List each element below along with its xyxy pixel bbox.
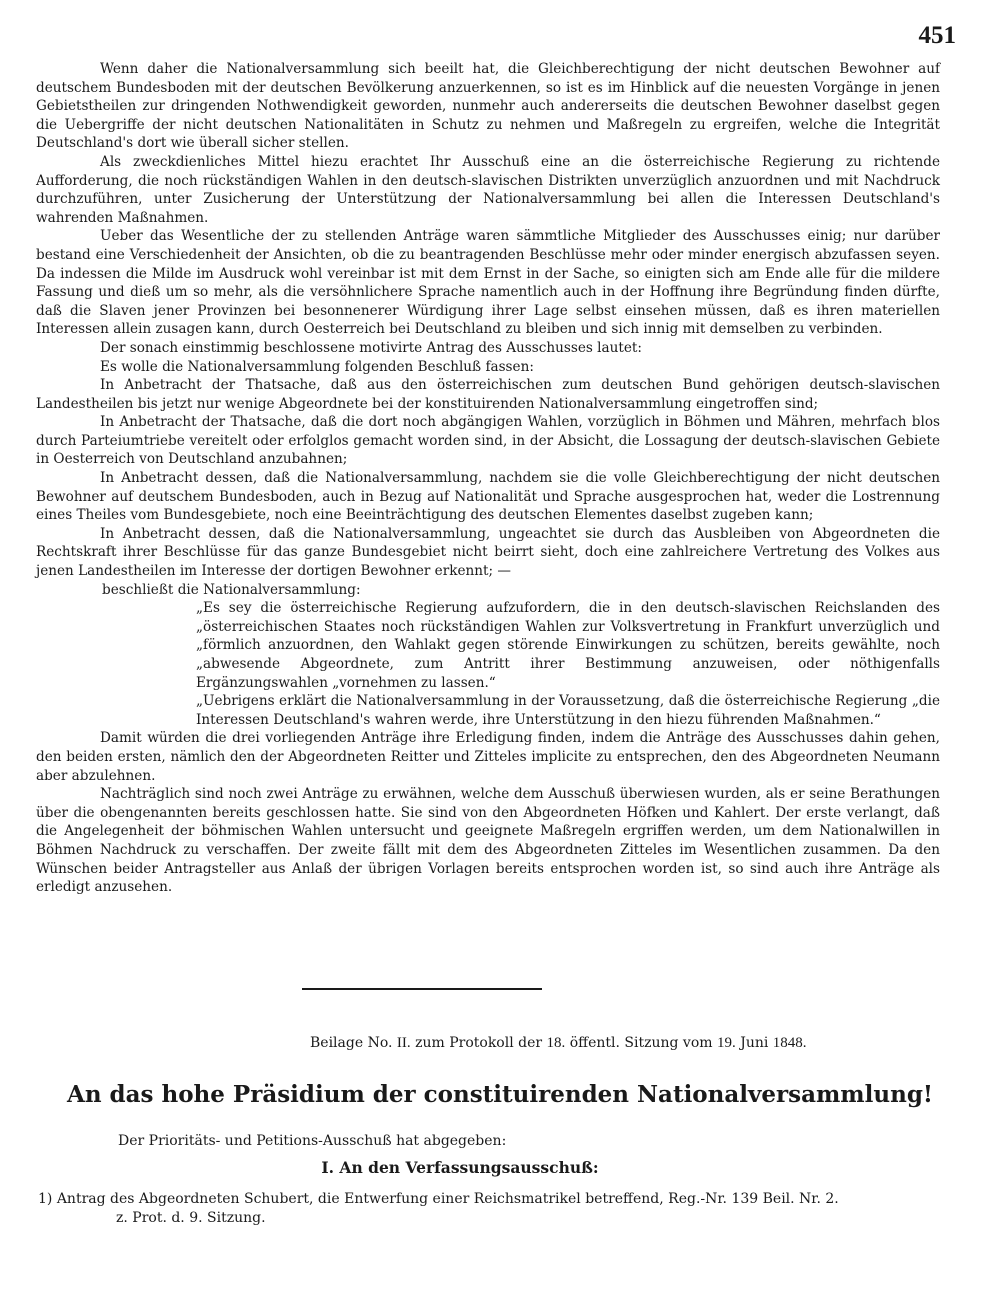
- body-paragraph: Ueber das Wesentliche der zu stellenden Anträge waren sämmtliche Mitglieder des Ausschusses einig; nur darüber bestand eine Verschiedenheit der Ansichten, ob die zu beantragenden Beschlüsse mehr oder minder energisch abzufassen seyen. Da indessen die Milde im Ausdruck wohl vereinbar ist mit dem Ernst in der Sache, so einigten sich am Ende alle für die mildere Fassung und dieß um so mehr, als die versöhnlichere Sprache namentlich auch in der Hoffnung ihre Begründung finden dürfte, daß die Slaven jener Provinzen bei besonnenerer Würdigung ihrer Lage selbst einsehen müssen, daß es ihren materiellen Interessen allein zusagen kann, durch Oesterreich bei Deutschland zu bleiben und sich innig mit demselben zu verbinden.: [36, 228, 940, 338]
- body-paragraph: In Anbetracht dessen, daß die Nationalversammlung, nachdem sie die volle Gleichberechtigung der nicht deutschen Bewohner auf deutschem Bundesboden, auch in Bezug auf Nationalität und Sprache ausgesprochen hat, weder die Lostrennung eines Theiles vom Bundesgebiete, noch eine Beeinträchtigung des deutschen Elementes daselbst zugeben kann;: [36, 470, 940, 524]
- address-headline: An das hohe Präsidium der constituirenden Nationalversammlung!: [66, 1081, 934, 1108]
- body-paragraph: In Anbetracht der Thatsache, daß die dort noch abgängigen Wahlen, vorzüglich in Böhmen und Mähren, mehrfach blos durch Parteiumtriebe vereitelt oder erfolglos gemacht worden sind, in der Absicht, die Lossagung der deutsch-slavischen Gebiete in Oesterreich von Deutschland anzubahnen;: [36, 414, 940, 468]
- session-day: 19.: [717, 1035, 736, 1051]
- list-item-line: 1) Antrag des Abgeordneten Schubert, die Entwerfung einer Reichsmatrikel betreffend, Reg.-Nr. 139 Beil. Nr. 2.: [38, 1191, 839, 1207]
- list-item-continuation: z. Prot. d. 9. Sitzung.: [116, 1210, 266, 1226]
- beilage-line: [310, 1035, 807, 1052]
- session-number: 18.: [546, 1035, 566, 1051]
- body-paragraph: In Anbetracht dessen, daß die Nationalversammlung, ungeachtet sie durch das Ausbleiben von Abgeordneten die Rechtskraft ihrer Beschlüsse für das ganze Bundesgebiet nicht beirrt sieht, doch eine zahlreichere Vertretung des Volkes aus jenen Landestheilen im Interesse der dortigen Bewohner erkennt; —: [36, 525, 940, 580]
- body-paragraph: Der sonach einstimmig beschlossene motivirte Antrag des Ausschusses lautet:: [100, 339, 642, 356]
- quoted-resolution: „Uebrigens erklärt die Nationalversammlung in der Voraussetzung, daß die österreichische Regierung „die Interessen Deutschland's wahren werde, ihre Unterstützung in den hiezu führenden Maßnahmen.“: [196, 693, 940, 728]
- body-paragraph: Es wolle die Nationalversammlung folgenden Beschluß fassen:: [100, 358, 534, 375]
- beilage-mid: zum Protokoll der: [410, 1035, 547, 1051]
- beilage-number: II.: [396, 1035, 411, 1051]
- section-divider: [302, 988, 542, 990]
- beilage-prefix: Beilage No.: [310, 1035, 397, 1051]
- resolution-intro: beschließt die Nationalversammlung:: [102, 581, 361, 598]
- session-year: 1848.: [772, 1035, 807, 1051]
- body-paragraph: In Anbetracht der Thatsache, daß aus den österreichischen zum deutschen Bund gehörigen deutsch-slavischen Landestheilen bis jetzt nur wenige Abgeordnete bei der konstituirenden Nationalversammlung eingetroffen sind;: [36, 377, 940, 412]
- section-heading: I. An den Verfassungsausschuß:: [321, 1158, 599, 1177]
- report-body: [36, 60, 940, 897]
- list-item: [38, 1190, 938, 1228]
- body-paragraph: Wenn daher die Nationalversammlung sich beeilt hat, die Gleichberechtigung der nicht deutschen Bewohner auf deutschem Bundesboden mit der deutschen Bevölkerung anzuerkennen, so ist es im Hinblick auf die neuesten Vorgänge in jenen Gebietstheilen zur dringenden Nothwendigkeit geworden, nunmehr auch andererseits die deutschen Bewohner daselbst gegen die Uebergriffe der nicht deutschen Nationalitäten in Schutz zu nehmen und Maßregeln zu ergreifen, welche die Integrität Deutschland's dort wie überall sicher stellen.: [36, 61, 940, 152]
- intro-line: Der Prioritäts- und Petitions-Ausschuß hat abgegeben:: [118, 1133, 507, 1149]
- body-paragraph: Nachträglich sind noch zwei Anträge zu erwähnen, welche dem Ausschuß überwiesen wurden, als er seine Berathungen über die obengenannten bereits geschlossen hatte. Sie sind von den Abgeordneten Höfken und Kahlert. Der erste verlangt, daß die Angelegenheit der böhmischen Wahlen untersucht und geeignete Maßregeln ergriffen werden, um dem Nationalwillen in Böhmen Nachdruck zu verschaffen. Der zweite fällt mit dem des Abgeordneten Zitteles im Wesentlichen zusammen. Da den Wünschen beider Antragsteller aus Anlaß der übrigen Vorlagen bereits entsprochen worden ist, so sind auch ihre Anträge als erledigt anzusehen.: [36, 786, 940, 896]
- body-paragraph: Als zweckdienliches Mittel hiezu erachtet Ihr Ausschuß eine an die österreichische Regierung zu richtende Aufforderung, die noch rückständigen Wahlen in den deutsch-slavischen Distrikten unverzüglich anzuordnen und mit Nachdruck durchzuführen, unter Zusicherung der Unterstützung der Nationalversammlung bei allen die Interessen Deutschland's wahrenden Maßnahmen.: [36, 153, 940, 226]
- beilage-month: Juni: [735, 1035, 773, 1051]
- beilage-mid2: öffentl. Sitzung vom: [565, 1035, 717, 1051]
- quoted-resolution: „Es sey die österreichische Regierung aufzufordern, die in den deutsch-slavischen Reichslanden des „österreichischen Staates noch rückständigen Wahlen zur Volksvertretung in Frankfurt unverzüglich und „förmlich anzuordnen, den Wahlakt gegen störende Einwirkungen zu schützen, bereits gewählte, noch „abwesende Abgeordnete, zum Antritt ihrer Bestimmung anzuweisen, oder nöthigenfalls Ergänzungswahlen „vornehmen zu lassen.“: [196, 600, 940, 691]
- page-number: 451: [918, 22, 956, 49]
- body-paragraph: Damit würden die drei vorliegenden Anträge ihre Erledigung finden, indem die Anträge des Ausschusses dahin gehen, den beiden ersten, nämlich den der Abgeordneten Reitter und Zitteles implicite zu entsprechen, den des Abgeordneten Neumann aber abzulehnen.: [36, 730, 940, 784]
